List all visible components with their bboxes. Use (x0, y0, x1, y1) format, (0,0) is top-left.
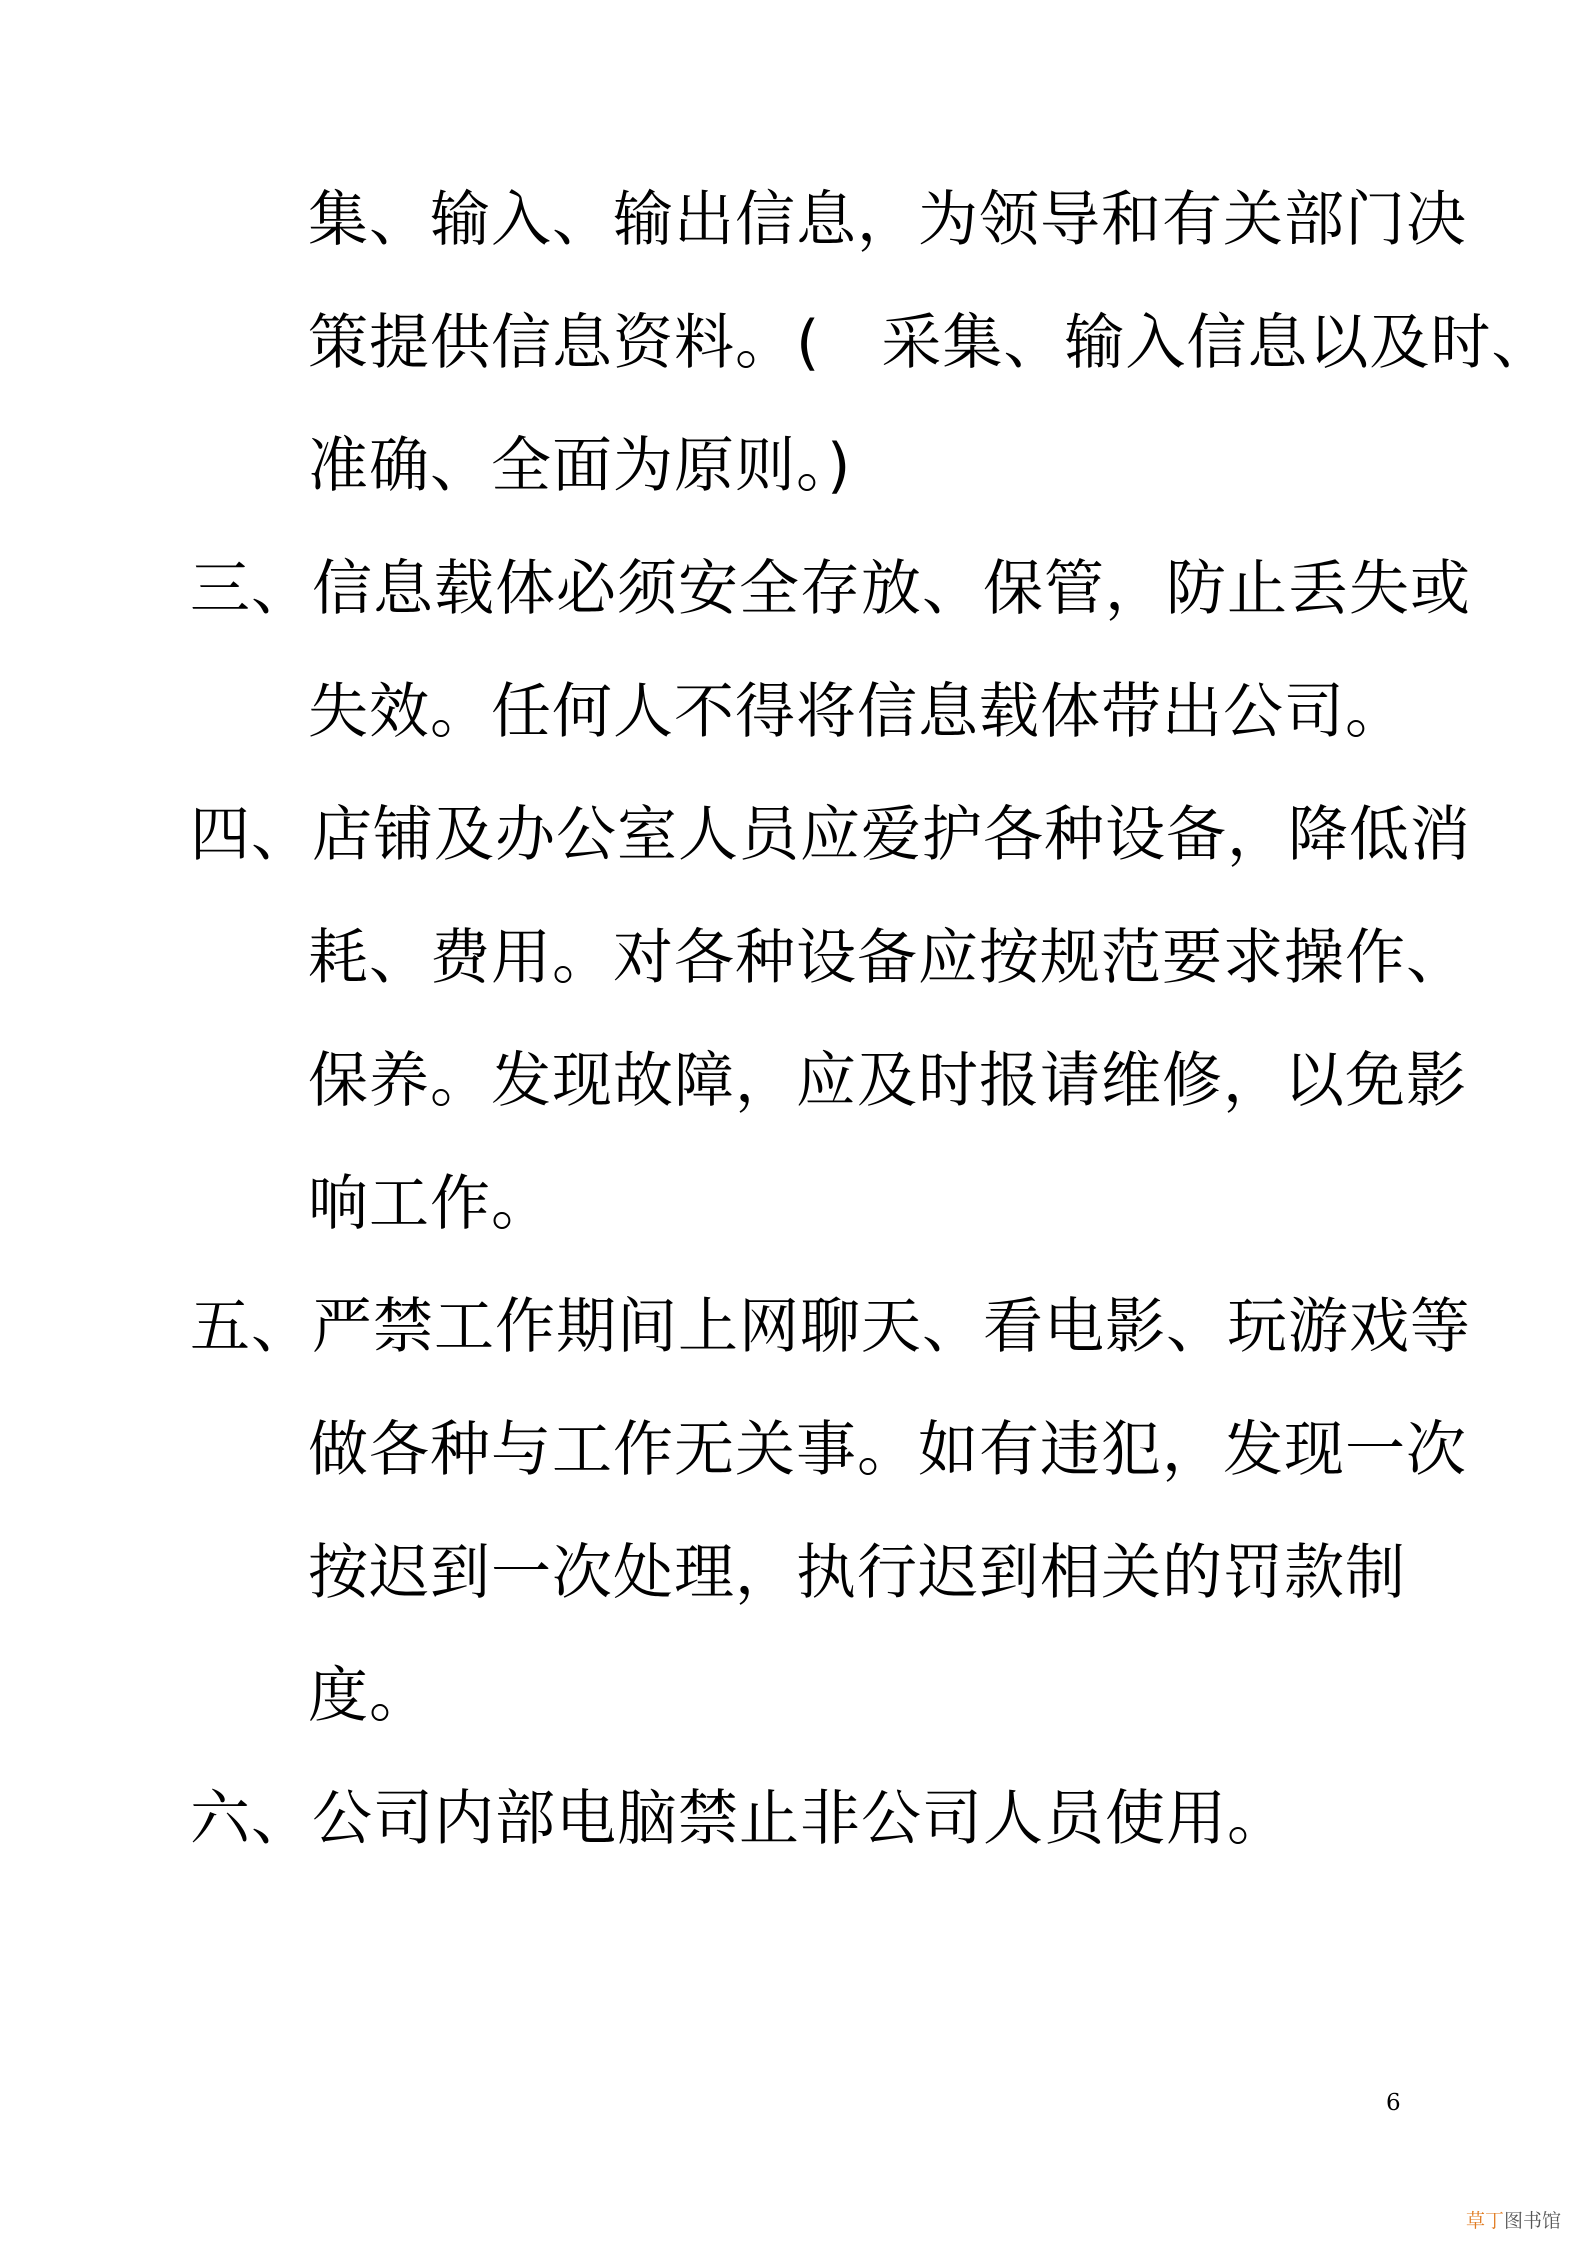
section-5-heading-line: 五、严禁工作期间上网聊天、看电影、玩游戏等 (190, 1292, 1471, 1362)
page-number: 6 (1386, 2090, 1401, 2116)
text-line: 做各种与工作无关事。如有违犯，发现一次 (308, 1415, 1467, 1485)
watermark (1466, 2212, 1561, 2231)
section-6-heading-line: 六、公司内部电脑禁止非公司人员使用。 (190, 1784, 1288, 1854)
section-4-heading-line: 四、店铺及办公室人员应爱护各种设备，降低消 (190, 800, 1471, 870)
text-line: 保养。发现故障，应及时报请维修，以免影 (308, 1046, 1467, 1116)
text-line: 策提供信息资料。( 采集、输入信息以及时、 (308, 308, 1553, 378)
section-3-heading-line: 三、信息载体必须安全存放、保管，防止丢失或 (190, 554, 1471, 624)
text-line: 失效。任何人不得将信息载体带出公司。 (308, 677, 1406, 747)
watermark-part1: 草丁 (1465, 2210, 1504, 2232)
text-line: 准确、全面为原则。) (308, 431, 852, 501)
text-line: 响工作。 (308, 1169, 552, 1239)
text-line: 耗、费用。对各种设备应按规范要求操作、 (308, 923, 1467, 993)
text-line: 度。 (308, 1661, 430, 1731)
text-line: 集、输入、输出信息，为领导和有关部门决 (308, 185, 1467, 255)
watermark-part2: 图书馆 (1503, 2210, 1561, 2232)
text-line: 按迟到一次处理，执行迟到相关的罚款制 (308, 1538, 1406, 1608)
